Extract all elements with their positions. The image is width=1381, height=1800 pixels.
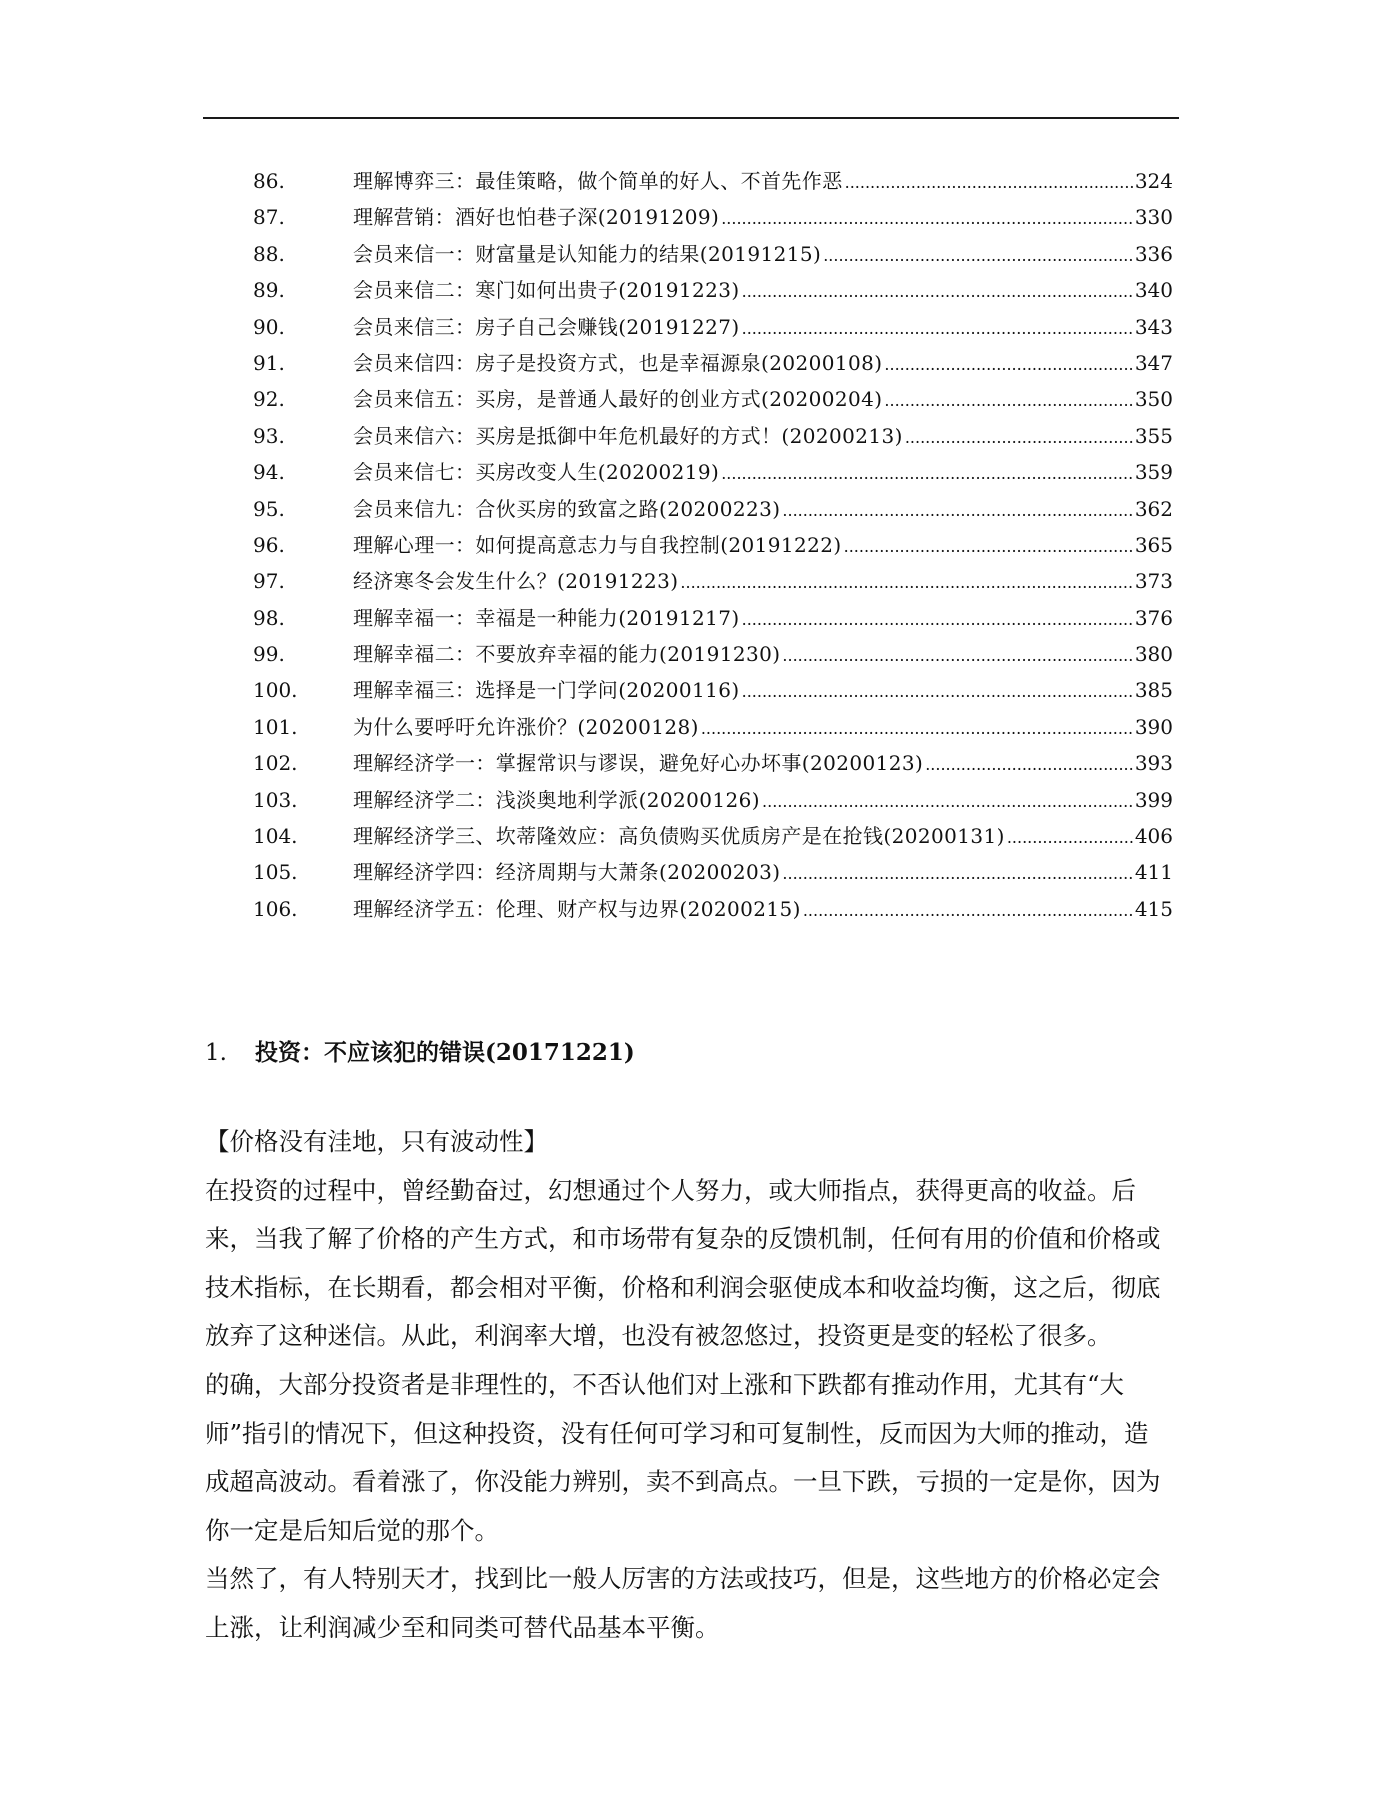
toc-entry-title: 理解经济学五：伦理、财产权与边界(20200215) [353,896,801,921]
toc-entry-number: 90. [253,314,285,339]
toc-entry[interactable] [253,636,1173,672]
toc-entry-number: 89. [253,278,285,303]
paragraph: 在投资的过程中，曾经勤奋过，幻想通过个人努力，或大师指点，获得更高的收益。后来，当我了解了价格的产生方式，和市场带有复杂的反馈机制，任何有用的价值和价格或技术指标，在长期看，都会相对平衡，价格和利润会驱使成本和收益均衡，这之后，彻底放弃了这种迷信。从此，利润率大增，也没有被忽悠过，投资更是变的轻松了很多。 [205,1175,1161,1351]
toc-entry-title: 理解幸福三：选择是一门学问(20200116) [353,678,740,703]
toc-leader-dots [782,636,1132,674]
toc-entry-number: 96. [253,532,285,557]
toc-leader-dots [782,491,1132,529]
toc-entry-page: 376 [1134,605,1173,630]
toc-entry-number: 99. [253,642,285,667]
toc-entry-page: 330 [1134,205,1173,230]
toc-entry[interactable] [253,309,1173,345]
toc-entry[interactable] [253,745,1173,781]
toc-entry-title: 会员来信三：房子自己会赚钱(20191227) [353,314,740,339]
toc-entry-title: 理解幸福二：不要放弃幸福的能力(20191230) [353,642,781,667]
toc-leader-dots [905,418,1133,456]
toc-leader-dots [680,563,1132,601]
toc-entry[interactable] [253,199,1173,235]
toc-entry-page: 399 [1134,787,1173,812]
paragraph: 当然了，有人特别天才，找到比一般人厉害的方法或技巧，但是，这些地方的价格必定会上涨，让利润减少至和同类可替代品基本平衡。 [205,1564,1161,1642]
toc-entry-number: 102. [253,751,298,776]
toc-entry-page: 347 [1134,350,1173,375]
toc-entry-title: 理解经济学三、坎蒂隆效应：高负债购买优质房产是在抢钱(20200131) [353,824,1005,849]
toc-entry[interactable] [253,563,1173,599]
toc-entry[interactable] [253,491,1173,527]
toc-entry-number: 95. [253,496,285,521]
toc-leader-dots [721,199,1133,237]
toc-entry-title: 会员来信二：寒门如何出贵子(20191223) [353,278,740,303]
toc-entry-number: 104. [253,824,298,849]
toc-entry-page: 385 [1134,678,1173,703]
toc-leader-dots [803,891,1133,929]
toc-entry-title: 理解营销：酒好也怕巷子深(20191209) [353,205,720,230]
toc-entry-page: 355 [1134,423,1173,448]
toc-entry-page: 393 [1134,751,1173,776]
toc-leader-dots [845,163,1133,201]
subheading: 【价格没有洼地，只有波动性】 [205,1127,548,1156]
toc-entry-number: 100. [253,678,298,703]
toc-entry[interactable] [253,236,1173,272]
toc-entry-number: 98. [253,605,285,630]
toc-entry-page: 411 [1134,860,1173,885]
header-rule [203,117,1179,119]
toc-leader-dots [742,600,1133,638]
toc-entry-number: 93. [253,423,285,448]
toc-entry-page: 390 [1134,714,1173,739]
toc-entry[interactable] [253,527,1173,563]
toc-entry-page: 324 [1134,169,1173,193]
toc-entry-title: 会员来信九：合伙买房的致富之路(20200223) [353,496,781,521]
toc-entry-page: 359 [1134,460,1173,485]
toc-entry[interactable] [253,782,1173,818]
toc-entry-page: 343 [1134,314,1173,339]
toc-entry-title: 会员来信七：买房改变人生(20200219) [353,460,720,485]
toc-entry[interactable] [253,891,1173,927]
toc-entry-number: 91. [253,350,285,375]
toc-entry-number: 92. [253,387,285,412]
toc-entry[interactable] [253,345,1173,381]
toc-entry[interactable] [253,163,1173,199]
toc-entry-page: 380 [1134,642,1173,667]
toc-entry-title: 会员来信四：房子是投资方式，也是幸福源泉(20200108) [353,350,883,375]
section-number: 1. [205,1040,227,1066]
toc-entry[interactable] [253,600,1173,636]
toc-entry-title: 理解幸福一：幸福是一种能力(20191217) [353,605,740,630]
toc-entry[interactable] [253,418,1173,454]
toc-leader-dots [823,236,1133,274]
section-heading [205,1035,635,1071]
toc-leader-dots [1007,818,1133,856]
toc-leader-dots [884,345,1132,383]
toc-entry[interactable] [253,818,1173,854]
toc-entry-page: 365 [1134,532,1173,557]
toc-leader-dots [884,381,1132,419]
toc-entry-title: 经济寒冬会发生什么？(20191223) [353,569,679,594]
toc-leader-dots [721,454,1133,492]
toc-entry-title: 会员来信六：买房是抵御中年危机最好的方式！(20200213) [353,423,903,448]
toc-leader-dots [762,782,1133,820]
toc-entry-title: 理解经济学四：经济周期与大萧条(20200203) [353,860,781,885]
toc-entry-page: 350 [1134,387,1173,412]
toc-entry-number: 94. [253,460,285,485]
toc-leader-dots [925,745,1133,783]
toc-entry-number: 103. [253,787,298,812]
toc-entry-number: 106. [253,896,298,921]
toc-leader-dots [742,272,1133,310]
toc-entry-page: 415 [1134,896,1173,921]
toc-entry-number: 101. [253,714,298,739]
table-of-contents [253,163,1173,927]
toc-entry-title: 理解经济学一：掌握常识与谬误，避免好心办坏事(20200123) [353,751,924,776]
toc-entry-page: 362 [1134,496,1173,521]
toc-leader-dots [742,309,1133,347]
toc-leader-dots [782,854,1132,892]
toc-entry[interactable] [253,454,1173,490]
toc-entry-title: 理解经济学二：浅淡奥地利学派(20200126) [353,787,761,812]
toc-entry[interactable] [253,854,1173,890]
toc-entry[interactable] [253,272,1173,308]
toc-entry-page: 406 [1134,824,1173,849]
toc-leader-dots [844,527,1133,565]
toc-entry-page: 340 [1134,278,1173,303]
article-body [205,1118,1165,1653]
toc-entry-number: 88. [253,241,285,266]
toc-leader-dots [742,672,1133,710]
toc-entry[interactable] [253,709,1173,745]
toc-entry-title: 会员来信一：财富量是认知能力的结果(20191215) [353,241,822,266]
toc-entry-title: 为什么要呼吁允许涨价？(20200128) [353,714,699,739]
toc-entry-number: 86. [253,169,285,193]
section-title: 投资：不应该犯的错误(20171221) [255,1039,635,1066]
toc-entry-number: 105. [253,860,298,885]
toc-entry[interactable] [253,672,1173,708]
toc-entry-title: 理解博弈三：最佳策略，做个简单的好人、不首先作恶 [353,169,843,193]
paragraph: 的确，大部分投资者是非理性的，不否认他们对上涨和下跌都有推动作用，尤其有“大师”指引的情况下，但这种投资，没有任何可学习和可复制性，反而因为大师的推动，造成超高波动。看着涨了，你没能力辨别，卖不到高点。一旦下跌，亏损的一定是你，因为你一定是后知后觉的那个。 [205,1369,1161,1545]
toc-leader-dots [701,709,1133,747]
toc-entry-page: 373 [1134,569,1173,594]
toc-entry-title: 理解心理一：如何提高意志力与自我控制(20191222) [353,532,842,557]
toc-entry-number: 87. [253,205,285,230]
toc-entry-number: 97. [253,569,285,594]
toc-entry-title: 会员来信五：买房，是普通人最好的创业方式(20200204) [353,387,883,412]
toc-entry-page: 336 [1134,241,1173,266]
toc-entry[interactable] [253,381,1173,417]
